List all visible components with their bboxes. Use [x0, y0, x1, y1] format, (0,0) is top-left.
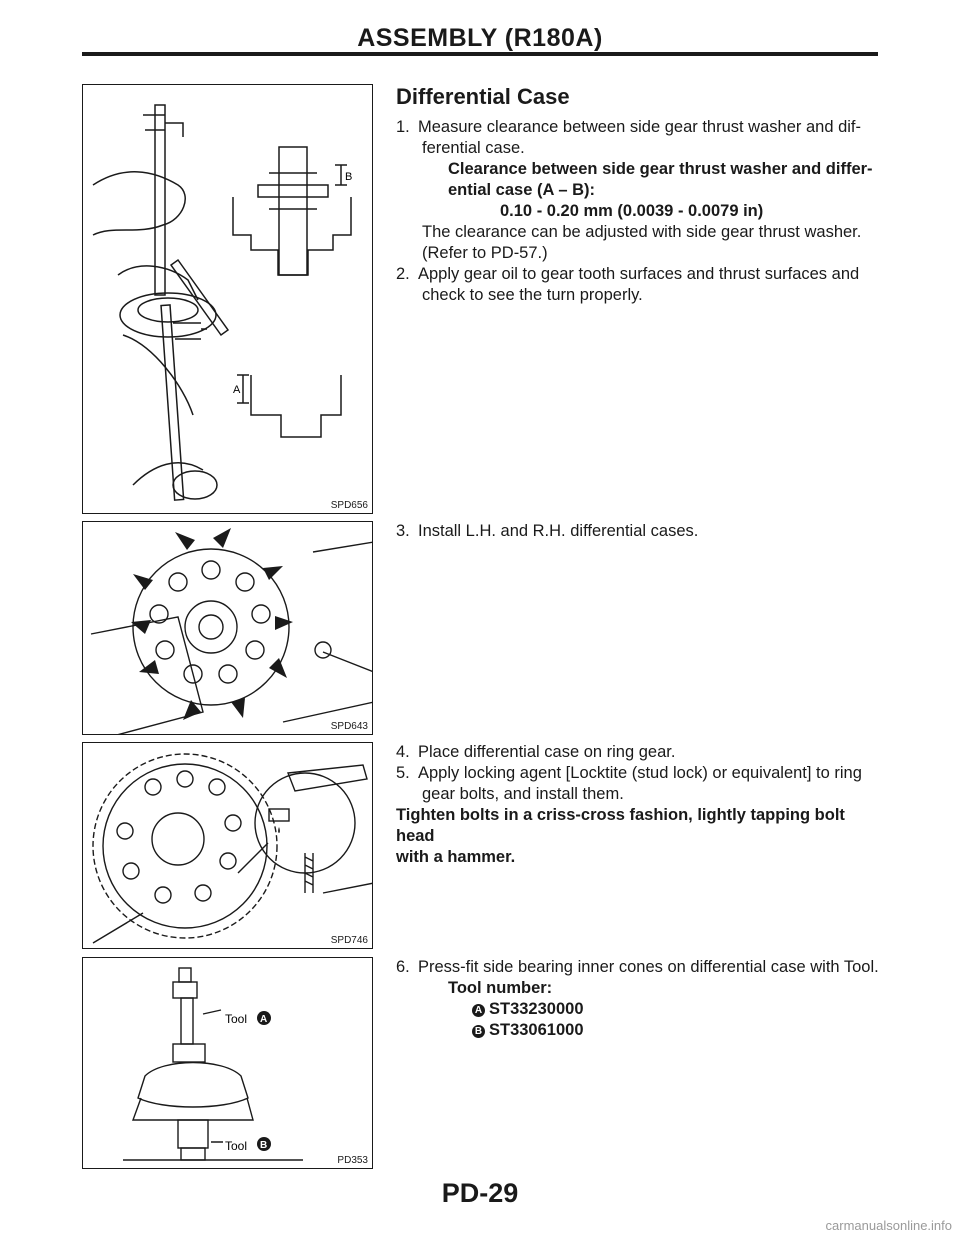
figure-pd353: [82, 957, 373, 1169]
differential-case-bolts-illustration: [83, 522, 373, 735]
svg-text:B: B: [260, 1140, 268, 1151]
figure-spd656: [82, 84, 373, 514]
tool-row-a: A ST33230000: [396, 999, 882, 1020]
step-6: 6. Press-fit side bearing inner cones on differential case with Tool.: [396, 958, 879, 976]
caution-line-2: with a hammer.: [396, 848, 516, 866]
step-3: 3. Install L.H. and R.H. differential cases.: [396, 522, 699, 540]
text-block-differential-case: [396, 84, 882, 306]
caliper-measurement-illustration: [83, 85, 373, 514]
tool-row-b: B ST33061000: [396, 1020, 882, 1041]
spec-line-1: Clearance between side gear thrust washer and differ-: [448, 160, 873, 178]
text-block-step-6: [396, 957, 882, 1041]
step-1: 1. Measure clearance between side gear thrust washer and dif-: [396, 118, 861, 136]
svg-text:A: A: [260, 1014, 268, 1025]
header-rule: [82, 52, 878, 56]
tool-callout-a-text: Tool: [225, 1012, 248, 1026]
step-4: 4. Place differential case on ring gear.: [396, 743, 676, 761]
figure-label: PD353: [337, 1155, 368, 1166]
step-5: 5. Apply locking agent [Locktite (stud lock) or equivalent] to ring: [396, 764, 862, 782]
callout-a: A: [233, 384, 241, 396]
bearing-press-fit-illustration: [83, 958, 373, 1169]
tool-number-label: Tool number:: [448, 979, 553, 997]
ring-gear-locking-agent-illustration: [83, 743, 373, 949]
spec-value: 0.10 - 0.20 mm (0.0039 - 0.0079 in): [500, 202, 764, 220]
section-heading: Differential Case: [396, 84, 570, 109]
figure-label: SPD746: [330, 935, 368, 946]
page-header-title: ASSEMBLY (R180A): [357, 24, 603, 52]
note-line-2: (Refer to PD-57.): [422, 244, 548, 262]
step-5-cont: gear bolts, and install them.: [422, 785, 624, 803]
text-block-steps-4-5: [396, 742, 882, 868]
tool-a-icon: A: [472, 1004, 485, 1017]
page-number: PD-29: [441, 1178, 519, 1208]
step-2: 2. Apply gear oil to gear tooth surfaces and thrust surfaces and: [396, 265, 860, 283]
callout-b: B: [345, 171, 353, 183]
tool-b-icon: B: [472, 1025, 485, 1038]
step-2-cont: check to see the turn properly.: [422, 286, 643, 304]
tool-callout-b-text: Tool: [225, 1139, 248, 1153]
caution-line-1: Tighten bolts in a criss-cross fashion, lightly tapping bolt head: [396, 806, 845, 845]
text-block-step-3: [396, 521, 882, 542]
spec-line-2: ential case (A – B):: [448, 181, 596, 199]
figure-label: SPD643: [330, 721, 368, 732]
figure-spd746: [82, 742, 373, 949]
figure-spd643: [82, 521, 373, 735]
figure-label: SPD656: [330, 500, 368, 511]
watermark: carmanualsonline.info: [825, 1218, 952, 1233]
step-1-cont: ferential case.: [422, 139, 525, 157]
note-line-1: The clearance can be adjusted with side gear thrust washer.: [422, 223, 862, 241]
